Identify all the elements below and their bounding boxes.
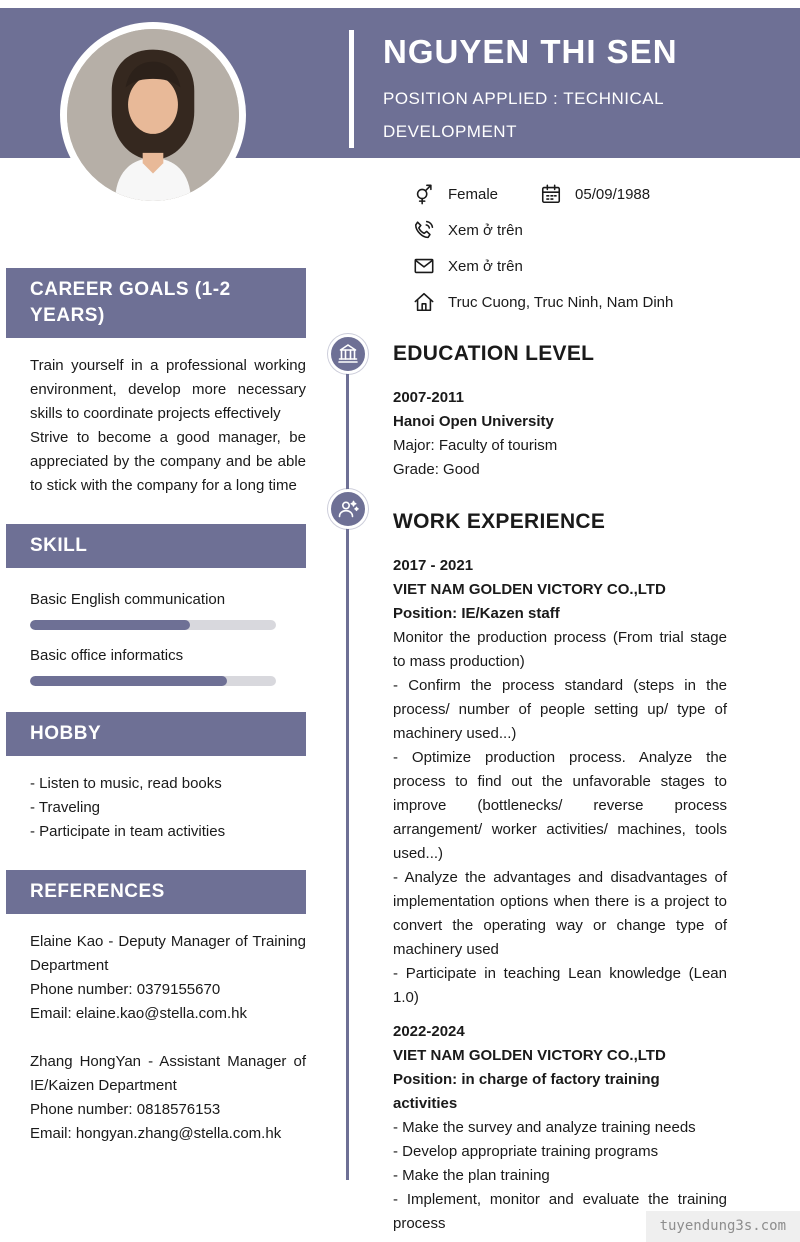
job-position: Position: IE/Kazen staff <box>393 605 560 622</box>
career-goals-paragraph: Strive to become a good manager, be appreciated by the company and be able to stick with the company for a long time <box>30 429 306 494</box>
profile-photo-frame <box>60 22 246 208</box>
education-major: Major: Faculty of tourism <box>393 437 558 454</box>
email-value: Xem ở trên <box>448 257 523 275</box>
education-section <box>393 342 727 482</box>
skill-item <box>30 644 306 686</box>
reference-phone: Phone number: 0818576153 <box>30 1101 221 1118</box>
section-header-skill: SKILL <box>6 524 306 568</box>
job-entry <box>393 554 727 1010</box>
skill-progress-fill <box>30 620 190 630</box>
job-detail: - Make the survey and analyze training needs <box>393 1119 696 1136</box>
skill-body <box>6 568 306 686</box>
main-content <box>393 342 727 1236</box>
reference-name: Zhang HongYan - Assistant Manager of IE/Kaizen Department <box>30 1053 306 1094</box>
skill-item <box>30 588 306 630</box>
gender-value: Female <box>448 185 499 203</box>
section-header-career-goals: CAREER GOALS (1-2 YEARS) <box>6 268 306 338</box>
education-icon <box>336 342 360 366</box>
contact-row-gender-dob <box>413 176 785 212</box>
site-watermark: tuyendung3s.com <box>646 1211 800 1242</box>
work-experience-section <box>393 510 727 1236</box>
work-experience-title: WORK EXPERIENCE <box>393 510 606 533</box>
job-detail: - Implement, monitor and evaluate the training process <box>393 1191 727 1232</box>
position-applied-line2: DEVELOPMENT <box>383 122 517 141</box>
contact-row-address <box>413 284 785 320</box>
skill-progress-track <box>30 676 276 686</box>
job-detail: - Make the plan training <box>393 1167 550 1184</box>
reference-name: Elaine Kao - Deputy Manager of Training Department <box>30 933 306 974</box>
job-detail: - Confirm the process standard (steps in the process/ number of people setting up/ type of machinery used...) <box>393 677 727 742</box>
hobby-item: - Participate in team activities <box>30 823 226 840</box>
hobby-item: - Listen to music, read books <box>30 775 222 792</box>
reference-email: Email: elaine.kao@stella.com.hk <box>30 1005 247 1022</box>
candidate-name: NGUYEN THI SEN <box>383 33 678 70</box>
profile-photo <box>67 29 239 201</box>
skill-label: Basic office informatics <box>30 647 184 664</box>
education-title: EDUCATION LEVEL <box>393 342 595 365</box>
job-period: 2017 - 2021 <box>393 557 474 574</box>
skill-progress-track <box>30 620 276 630</box>
gender-icon <box>413 183 435 205</box>
career-goals-paragraph: Train yourself in a professional working environment, develop more necessary skills to coordinate projects effectively <box>30 357 306 422</box>
job-detail: - Analyze the advantages and disadvantages of implementation options when there is a project to convert the operating way or change type of machinery used <box>393 869 727 958</box>
hobby-item: - Traveling <box>30 799 101 816</box>
timeline-rule <box>346 338 349 1180</box>
job-detail: - Optimize production process. Analyze the process to find out the unfavorable stages to improve (bottlenecks/ reverse process arrangement/ worker activities/ machines, tools used...) <box>393 749 727 862</box>
section-header-references: REFERENCES <box>6 870 306 914</box>
job-period: 2022-2024 <box>393 1023 465 1040</box>
phone-icon <box>413 219 435 241</box>
email-icon <box>413 255 435 277</box>
section-header-hobby: HOBBY <box>6 712 306 756</box>
contact-info <box>413 176 785 320</box>
reference-entry <box>30 930 306 1026</box>
skill-progress-fill <box>30 676 227 686</box>
job-detail: - Participate in teaching Lean knowledge (Lean 1.0) <box>393 965 727 1006</box>
education-grade: Grade: Good <box>393 461 480 478</box>
career-goals-body <box>6 338 306 498</box>
education-period: 2007-2011 <box>393 389 464 406</box>
contact-row-phone <box>413 212 785 248</box>
address-value: Truc Cuong, Truc Ninh, Nam Dinh <box>448 293 674 311</box>
education-school: Hanoi Open University <box>393 413 554 430</box>
portrait-placeholder-image <box>67 29 239 201</box>
job-company: VIET NAM GOLDEN VICTORY CO.,LTD <box>393 581 666 598</box>
position-applied-line1: POSITION APPLIED : TECHNICAL <box>383 89 665 108</box>
calendar-icon <box>540 183 562 205</box>
phone-value: Xem ở trên <box>448 221 523 239</box>
job-detail: - Develop appropriate training programs <box>393 1143 659 1160</box>
skill-label: Basic English communication <box>30 591 226 608</box>
home-icon <box>413 291 435 313</box>
reference-phone: Phone number: 0379155670 <box>30 981 221 998</box>
header-divider-rule <box>349 30 354 148</box>
dob-value: 05/09/1988 <box>575 185 651 203</box>
education-badge <box>328 334 368 374</box>
reference-entry <box>30 1050 306 1146</box>
job-entry <box>393 1020 727 1236</box>
sidebar <box>6 268 306 1146</box>
job-company: VIET NAM GOLDEN VICTORY CO.,LTD <box>393 1047 666 1064</box>
references-body <box>6 914 306 1146</box>
job-position: Position: in charge of factory training activities <box>393 1071 660 1112</box>
hobby-body <box>6 756 306 844</box>
reference-email: Email: hongyan.zhang@stella.com.hk <box>30 1125 282 1142</box>
work-experience-icon <box>336 497 360 521</box>
work-badge <box>328 489 368 529</box>
job-detail: Monitor the production process (From trial stage to mass production) <box>393 629 727 670</box>
contact-row-email <box>413 248 785 284</box>
